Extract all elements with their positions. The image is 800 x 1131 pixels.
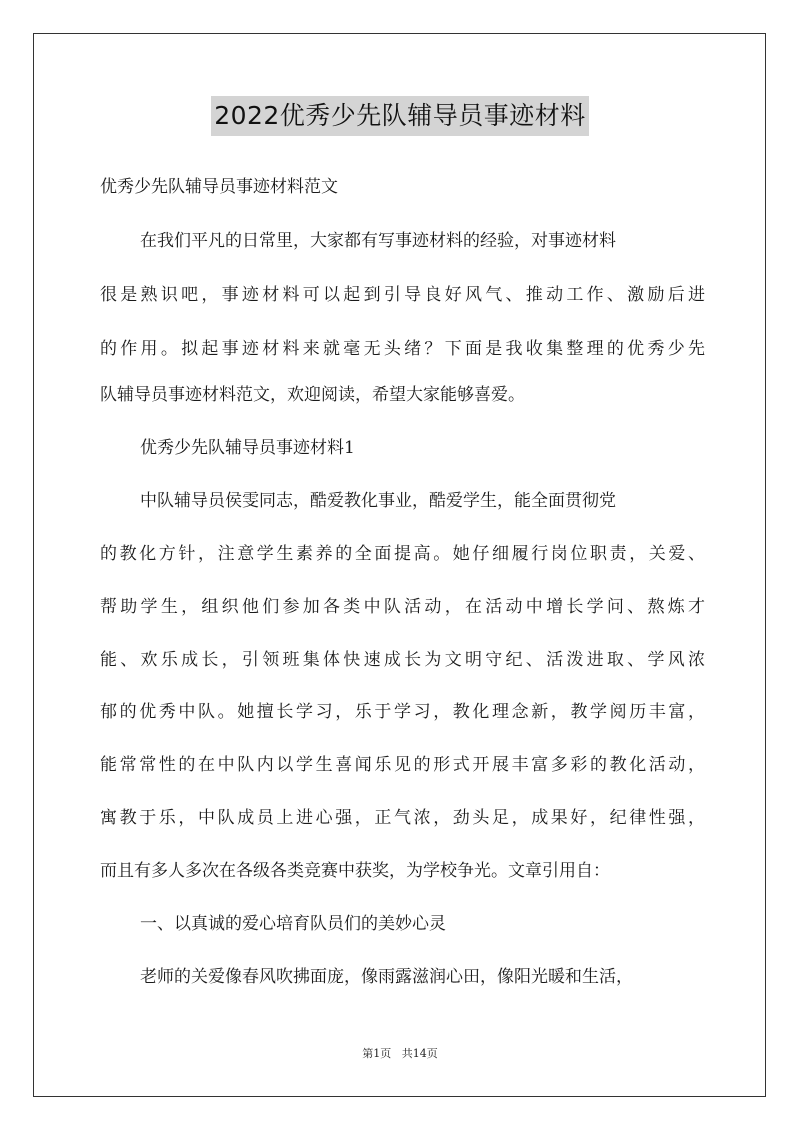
- paragraph-line: 很是熟识吧，事迹材料可以起到引导良好风气、推动工作、激励后进: [100, 285, 705, 305]
- paragraph-line: 而且有多人多次在各级各类竞赛中获奖，为学校争光。文章引用自：: [100, 861, 610, 881]
- document-title: 2022优秀少先队辅导员事迹材料: [211, 96, 589, 136]
- section-heading: 优秀少先队辅导员事迹材料1: [140, 438, 355, 458]
- paragraph-line: 的教化方针，注意学生素养的全面提高。她仔细履行岗位职责，关爱、: [100, 544, 705, 564]
- section-heading: 一、以真诚的爱心培育队员们的美妙心灵: [140, 914, 446, 934]
- title-container: [0, 96, 800, 136]
- paragraph-line: 能、欢乐成长，引领班集体快速成长为文明守纪、活泼进取、学风浓: [100, 650, 705, 670]
- page-number: 第1页 共14页: [362, 1047, 438, 1060]
- paragraph-line: 郁的优秀中队。她擅长学习，乐于学习，教化理念新，教学阅历丰富，: [100, 702, 705, 722]
- paragraph-line: 帮助学生，组织他们参加各类中队活动，在活动中增长学问、熬炼才: [100, 597, 705, 617]
- document-subtitle: 优秀少先队辅导员事迹材料范文: [100, 177, 338, 197]
- paragraph-line: 寓教于乐，中队成员上进心强，正气浓，劲头足，成果好，纪律性强，: [100, 808, 705, 828]
- paragraph-line: 队辅导员事迹材料范文，欢迎阅读，希望大家能够喜爱。: [100, 385, 525, 405]
- paragraph-line: 的作用。拟起事迹材料来就毫无头绪？下面是我收集整理的优秀少先: [100, 339, 705, 359]
- paragraph-line: 在我们平凡的日常里，大家都有写事迹材料的经验，对事迹材料: [140, 231, 616, 251]
- paragraph-line: 中队辅导员侯雯同志，酷爱教化事业，酷爱学生，能全面贯彻党: [140, 491, 616, 511]
- paragraph-line: 老师的关爱像春风吹拂面庞，像雨露滋润心田，像阳光暖和生活，: [140, 967, 633, 987]
- paragraph-line: 能常常性的在中队内以学生喜闻乐见的形式开展丰富多彩的教化活动，: [100, 755, 705, 775]
